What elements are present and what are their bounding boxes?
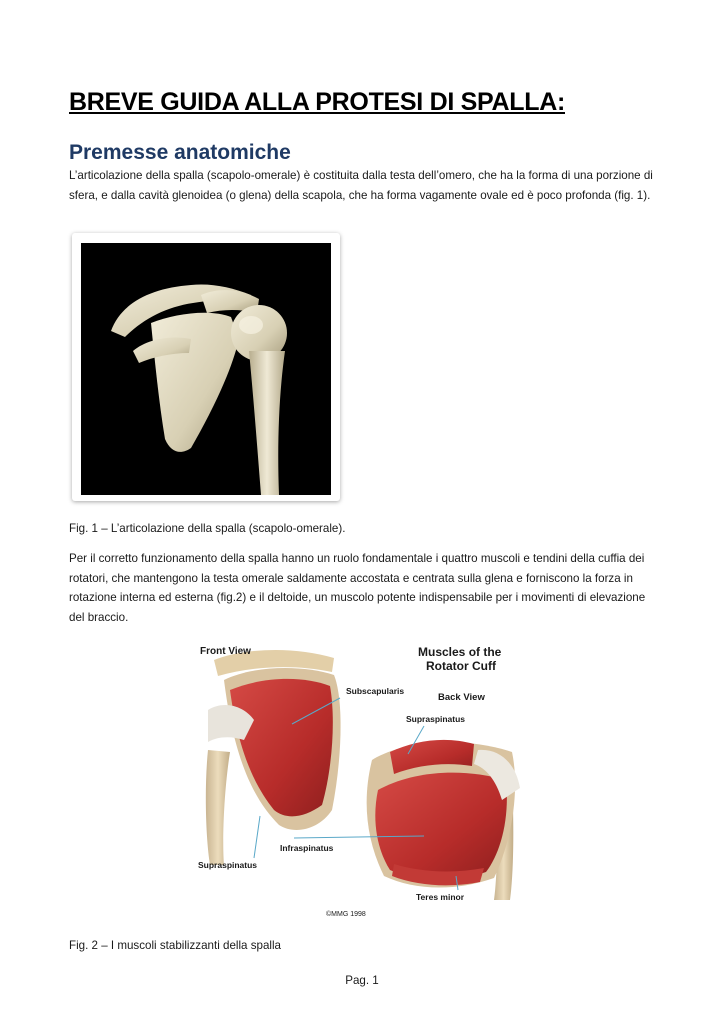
copyright-label: ©MMG 1998 (326, 911, 366, 918)
rotator-cuff-paragraph: Per il corretto funzionamento della spalla hanno un ruolo fondamentale i quattro muscoli e tendini della cuffia dei rotatori, che mantengono la testa omerale saldamente accostata e centrata sulla glena e forniscono la forza in rotazione interna ed esterna (fig.2) e il deltoide, un muscolo potente indispensabile per i movimenti di elevazione del braccio. (69, 552, 646, 624)
teres-minor-label: Teres minor (416, 892, 465, 902)
front-humerus (206, 750, 230, 865)
figure-1-shoulder-joint-image (72, 233, 340, 501)
rotator-cuff-illustration (194, 640, 528, 923)
page-number: Pag. 1 (345, 974, 379, 987)
shoulder-bones-illustration (81, 243, 331, 495)
infraspinatus-muscle (375, 773, 507, 880)
humerus-shaft (249, 351, 285, 495)
figure-2-caption: Fig. 2 – I muscoli stabilizzanti della spalla (69, 939, 282, 952)
figure-2-rotator-cuff-image (194, 640, 528, 923)
back-view-label: Back View (438, 692, 485, 703)
figure-2-title-line-2: Rotator Cuff (426, 659, 496, 673)
intro-paragraph: L’articolazione della spalla (scapolo-omerale) è costituita dalla testa dell’omero, che ha la forma di una porzione di sfera, e dalla cavità glenoidea (o glena) della scapola, che ha forma vagamente ovale ed è poco profonda (fig. 1). (69, 169, 653, 202)
figure-2-title-line-1: Muscles of the (418, 645, 502, 659)
document-title: BREVE GUIDA ALLA PROTESI DI SPALLA: (69, 88, 565, 116)
figure-1-caption: Fig. 1 – L’articolazione della spalla (scapolo-omerale). (69, 522, 346, 535)
section-heading: Premesse anatomiche (69, 141, 291, 164)
supraspinatus-front-label: Supraspinatus (198, 860, 258, 870)
scapula-bone (151, 313, 239, 452)
infraspinatus-label: Infraspinatus (280, 843, 334, 853)
subscapularis-label: Subscapularis (346, 686, 405, 696)
front-view-label: Front View (200, 646, 251, 657)
subscapularis-muscle (230, 679, 333, 816)
figure-1-black-background (81, 243, 331, 495)
supraspinatus-back-label: Supraspinatus (406, 714, 466, 724)
